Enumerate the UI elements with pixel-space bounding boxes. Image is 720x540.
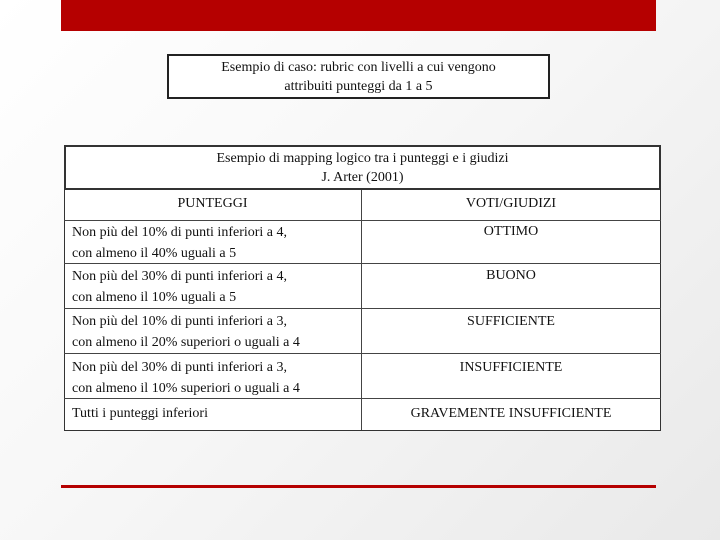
row-criteria <box>72 357 352 399</box>
slide-title-box <box>167 54 550 99</box>
row-judgement: INSUFFICIENTE <box>459 360 563 375</box>
row-criteria <box>72 311 352 353</box>
row-criteria <box>72 222 352 264</box>
row-divider <box>64 353 661 354</box>
column-header-voti: VOTI/GIUDIZI <box>465 196 557 211</box>
table-header-title: Esempio di mapping logico tra i punteggi e i giudizi <box>216 150 509 166</box>
table-row <box>64 263 661 308</box>
row-divider <box>64 308 661 309</box>
row-criteria-line-2: con almeno il 20% superiori o uguali a 4 <box>72 335 300 350</box>
row-criteria-line-1: Non più del 30% di punti inferiori a 3, <box>72 360 288 375</box>
table-row <box>64 398 661 430</box>
row-judgement: BUONO <box>486 268 536 283</box>
table-row <box>64 308 661 353</box>
table-header-source: J. Arter (2001) <box>321 169 404 185</box>
row-criteria-line-2: con almeno il 40% uguali a 5 <box>72 246 237 261</box>
row-criteria-line-2: con almeno il 10% uguali a 5 <box>72 290 237 305</box>
row-judgement: GRAVEMENTE INSUFFICIENTE <box>410 406 612 421</box>
row-divider <box>64 398 661 399</box>
table-row <box>64 220 661 263</box>
row-criteria-line-1: Non più del 10% di punti inferiori a 4, <box>72 225 288 240</box>
row-criteria-line-1: Tutti i punteggi inferiori <box>72 406 208 421</box>
mapping-table <box>64 145 661 431</box>
top-accent-bar <box>61 0 656 31</box>
slide-title-line-1: Esempio di caso: rubric con livelli a cui vengono <box>221 59 496 75</box>
row-criteria <box>72 266 352 308</box>
row-divider <box>64 263 661 264</box>
row-criteria <box>72 403 352 424</box>
column-header-punteggi: PUNTEGGI <box>177 196 248 211</box>
table-header <box>64 145 661 190</box>
bottom-accent-rule <box>61 485 656 488</box>
row-judgement: OTTIMO <box>483 224 539 239</box>
table-bottom-border <box>64 430 661 431</box>
row-criteria-line-1: Non più del 30% di punti inferiori a 4, <box>72 269 288 284</box>
row-criteria-line-1: Non più del 10% di punti inferiori a 3, <box>72 314 288 329</box>
row-judgement: SUFFICIENTE <box>467 314 555 329</box>
slide-title-line-2: attribuiti punteggi da 1 a 5 <box>284 78 433 94</box>
row-criteria-line-2: con almeno il 10% superiori o uguali a 4 <box>72 381 300 396</box>
table-row <box>64 353 661 398</box>
